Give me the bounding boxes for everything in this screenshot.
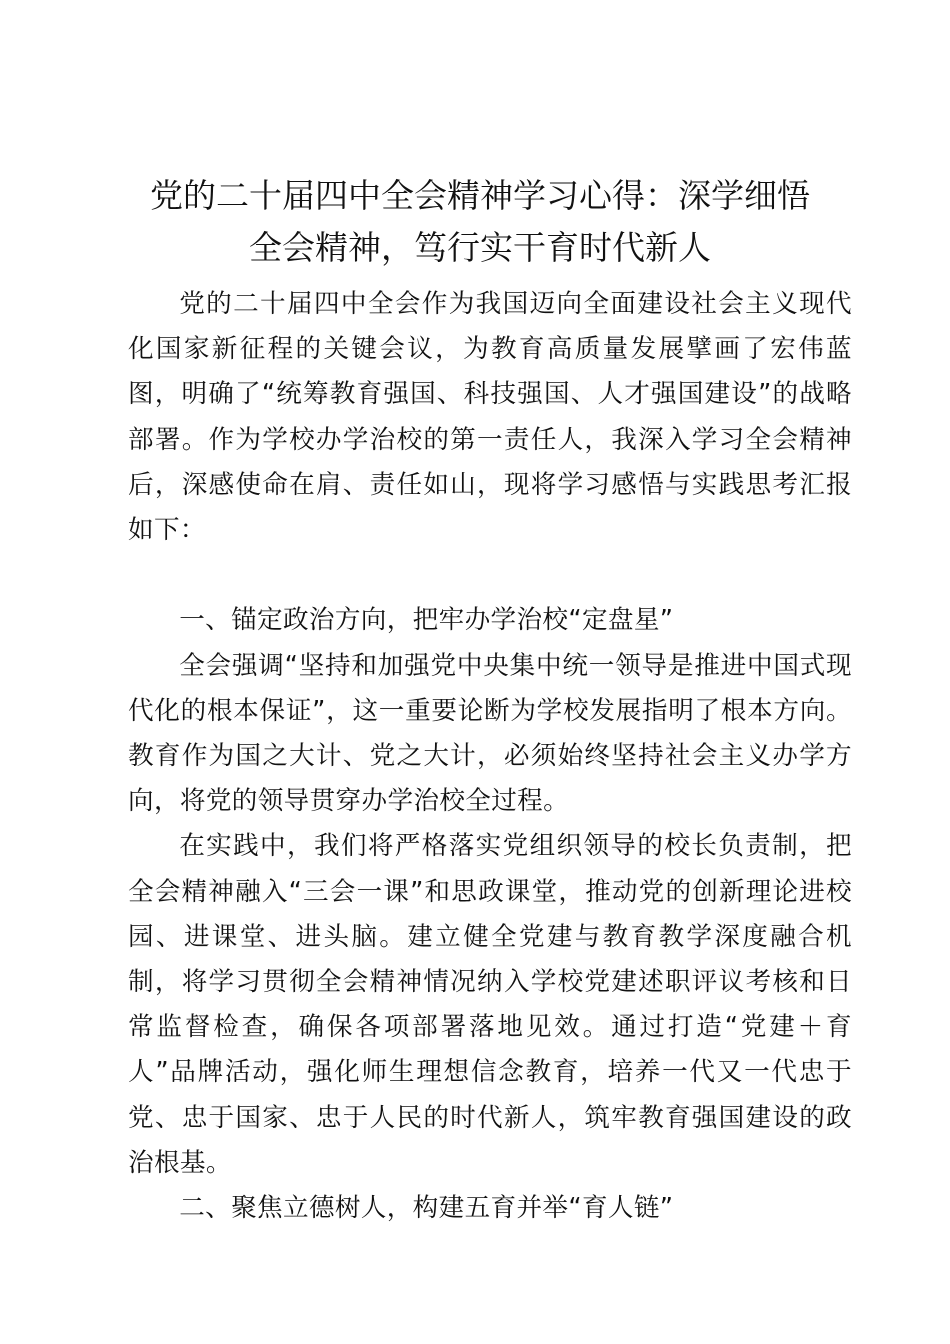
intro-paragraph: 党的二十届四中全会作为我国迈向全面建设社会主义现代化国家新征程的关键会议，为教育高质量发展擘画了宏伟蓝图，明确了“统筹教育强国、科技强国、人才强国建设”的战略部署。作为学校办学治校的第一责任人，我深入学习全会精神后，深感使命在肩、责任如山，现将学习感悟与实践思考汇报如下：	[128, 289, 852, 546]
section-heading-1: 一、锚定政治方向，把牢办学治校“定盘星”	[179, 605, 674, 636]
title-line-2: 全会精神，笃行实干育时代新人	[249, 228, 711, 267]
body-paragraph: 在实践中，我们将严格落实党组织领导的校长负责制，把全会精神融入“三会一课”和思政课堂，推动党的创新理论进校园、进课堂、进头脑。建立健全党建与教育教学深度融合机制，将学习贯彻全会精神情况纳入学校党建述职评议考核和日常监督检查，确保各项部署落地见效。通过打造“党建＋育人”品牌活动，强化师生理想信念教育，培养一代又一代忠于党、忠于国家、忠于人民的时代新人，筑牢教育强国建设的政治根基。	[128, 831, 853, 1178]
document-title	[110, 170, 850, 274]
document-body	[128, 282, 852, 1231]
title-line-1: 党的二十届四中全会精神学习心得：深学细悟	[150, 176, 810, 215]
body-paragraph: 全会强调“坚持和加强党中央集中统一领导是推进中国式现代化的根本保证”，这一重要论断为学校发展指明了根本方向。教育作为国之大计、党之大计，必须始终坚持社会主义办学方向，将党的领导贯穿办学治校全过程。	[128, 650, 853, 817]
section-heading-2: 二、聚焦立德树人，构建五育并举“育人链”	[179, 1193, 674, 1224]
